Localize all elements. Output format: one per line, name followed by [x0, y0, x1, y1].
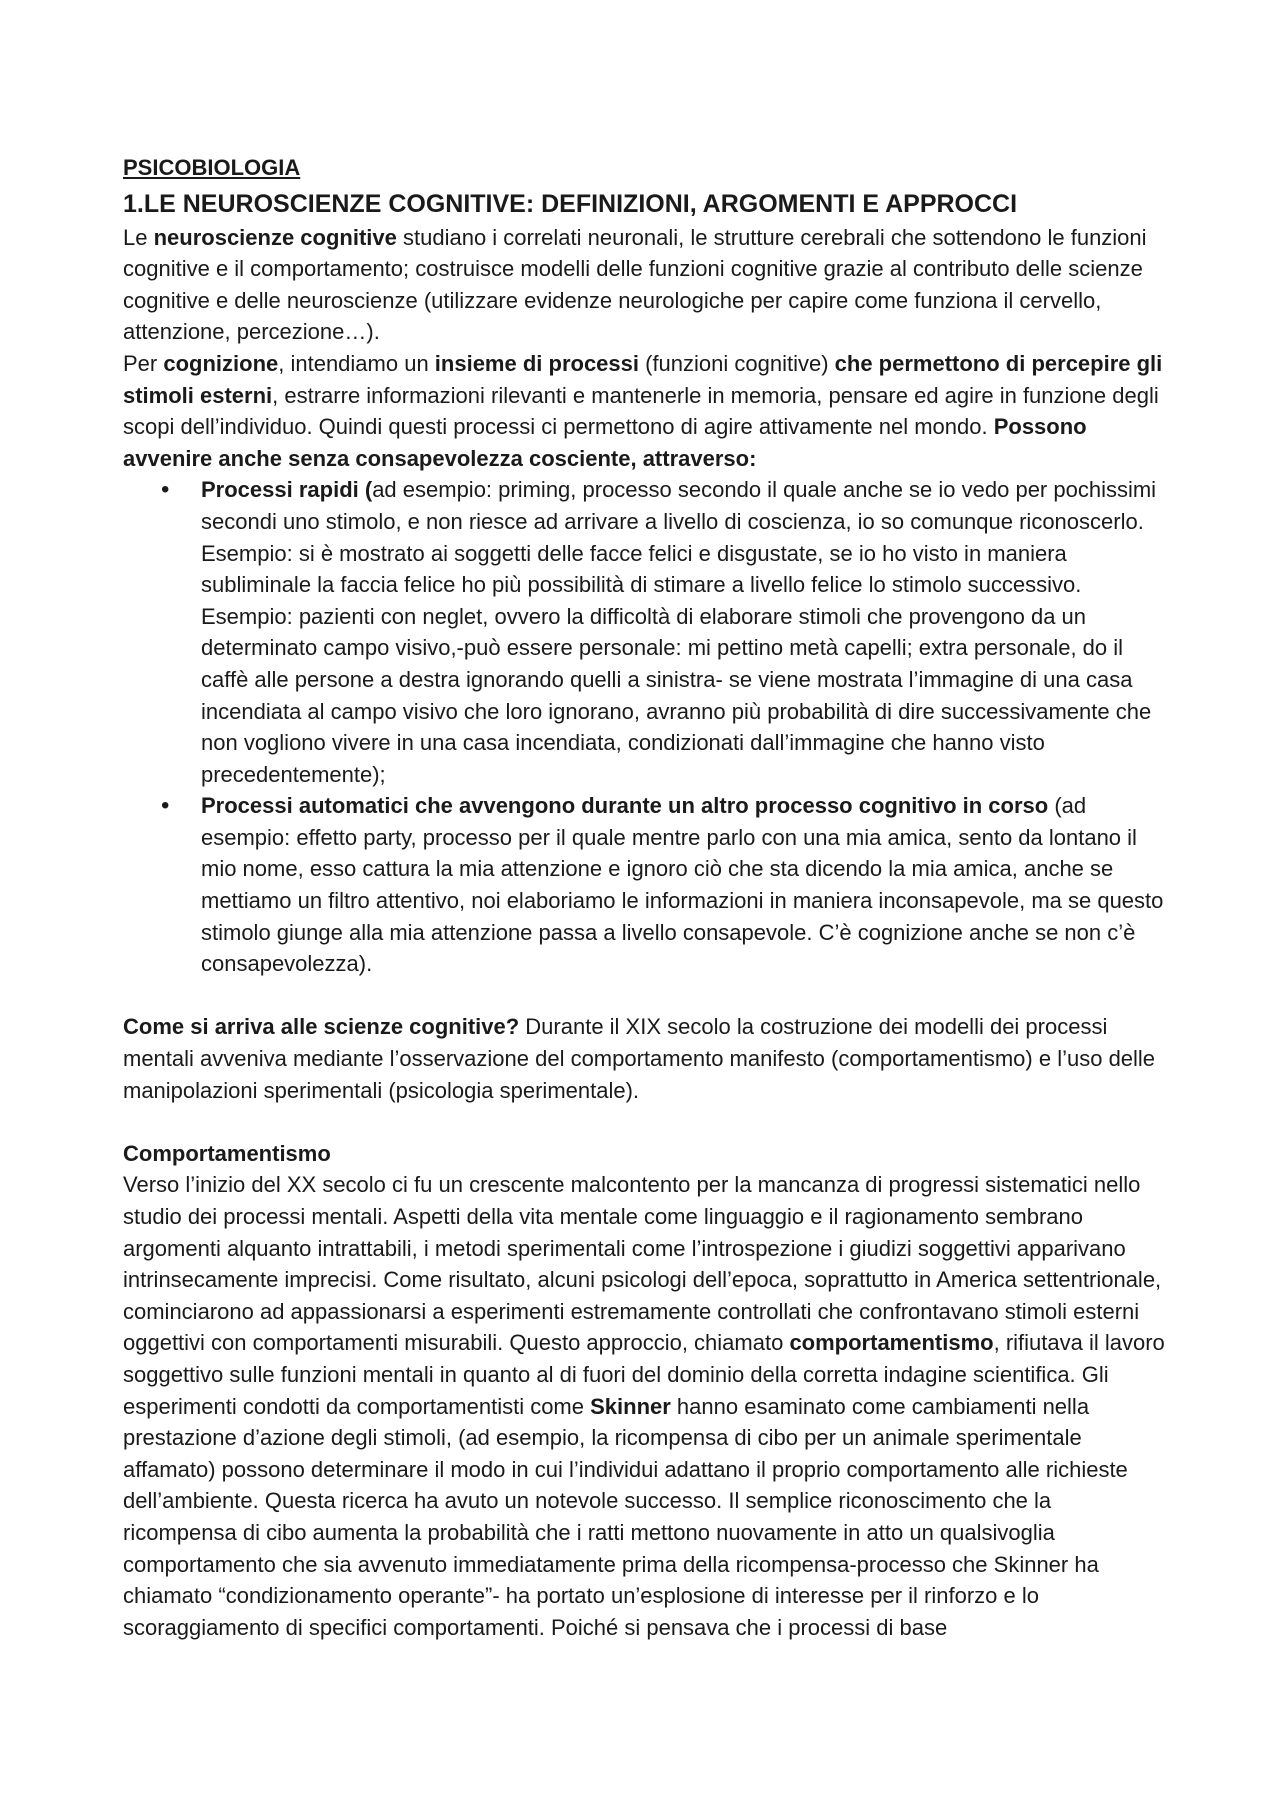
document-label: PSICOBIOLOGIA	[123, 155, 301, 180]
paragraph-definition: Le neuroscienze cognitive studiano i correlati neuronali, le strutture cerebrali che sottendono le funzioni cognitive e il comportamento; costruisce modelli delle funzioni cognitive grazie al contributo delle scienze cognitive e delle neuroscienze (utilizzare evidenze neurologiche per capire come funziona il cervello, attenzione, percezione…).	[123, 224, 1147, 345]
paragraph-cognitive-sciences: Come si arriva alle scienze cognitive? Durante il XIX secolo la costruzione dei modelli dei processi mentali avveniva mediante l’osservazione del comportamento manifesto (comportamentismo) e l’uso delle manipolazioni sperimentali (psicologia sperimentale).	[123, 1014, 1156, 1103]
spacer	[123, 980, 1165, 1012]
subheading: Comportamentismo	[123, 1140, 331, 1166]
list-item: • Processi rapidi (ad esempio: priming, processo secondo il quale anche se io vedo per pochissimi secondi uno stimolo, e non riesce ad arrivare a livello di coscienza, io so comunque riconoscerlo. Esempio: si è mostrato ai soggetti delle facce felici e disgustate, se io ho visto in maniera subliminale la faccia felice ho più possibilità di stimare a livello felice lo stimolo successivo. Esempio: pazienti con neglet, ovvero la difficoltà di elaborare stimoli che provengono da un determinato campo visivo,-può essere personale: mi pettino metà capelli; extra personale, do il caffè alle persone a destra ignorando quelli a sinistra- se viene mostrata l’immagine di una casa incendiata al campo visivo che loro ignorano, avranno più probabilità di dire successivamente che non vogliono vivere in una casa incendiata, condizionati dall’immagine che hanno visto precedentemente);	[201, 474, 1165, 790]
paragraph-cognition: Per cognizione, intendiamo un insieme di processi (funzioni cognitive) che permettono di percepire gli stimoli esterni, estrarre informazioni rilevanti e mantenerle in memoria, pensare ed agire in funzione degli scopi dell’individuo. Quindi questi processi ci permettono di agire attivamente nel mondo. Possono avvenire anche senza consapevolezza cosciente, attraverso:	[123, 350, 1163, 471]
paragraph-behaviorism: Verso l’inizio del XX secolo ci fu un crescente malcontento per la mancanza di progressi sistematici nello studio dei processi mentali. Aspetti della vita mentale come linguaggio e il ragionamento sembrano argomenti alquanto intrattabili, i metodi sperimentali come l’introspezione i giudizi soggettivi apparivano intrinsecamente imprecisi. Come risultato, alcuni psicologi dell’epoca, soprattutto in America settentrionale, cominciarono ad appassionarsi a esperimenti estremamente controllati che confrontavano stimoli esterni oggettivi con comportamenti misurabili. Questo approccio, chiamato comportamentismo, rifiutava il lavoro soggettivo sulle funzioni mentali in quanto al di fuori del dominio della corretta indagine scientifica. Gli esperimenti condotti da comportamentisti come Skinner hanno esaminato come cambiamenti nella prestazione d’azione degli stimoli, (ad esempio, la ricompensa di cibo per un animale sperimentale affamato) possono determinare il modo in cui l’individui adattano il proprio comportamento alle richieste dell’ambiente. Questa ricerca ha avuto un notevole successo. Il semplice riconoscimento che la ricompensa di cibo aumenta la probabilità che i ratti mettono nuovamente in atto un qualsivoglia comportamento che sia avvenuto immediatamente prima della ricompensa-processo che Skinner ha chiamato “condizionamento operante”- ha portato un’esplosione di interesse per il rinforzo e lo scoraggiamento di specifici comportamenti. Poiché si pensava che i processi di base	[123, 1172, 1165, 1640]
list-item: • Processi automatici che avvengono durante un altro processo cognitivo in corso (ad esempio: effetto party, processo per il quale mentre parlo con una mia amica, sento da lontano il mio nome, esso cattura la mia attenzione e ignoro ciò che sta dicendo la mia amica, anche se mettiamo un filtro attentivo, noi elaboriamo le informazioni in maniera inconsapevole, ma se questo stimolo giunge alla mia attenzione passa a livello consapevole. C’è cognizione anche se non c’è consapevolezza).	[201, 790, 1165, 980]
document-page	[123, 152, 1165, 1643]
spacer	[123, 1106, 1165, 1138]
bullet-list	[123, 474, 1165, 980]
section-heading: 1.LE NEUROSCIENZE COGNITIVE: DEFINIZIONI, ARGOMENTI E APPROCCI	[123, 189, 1018, 218]
